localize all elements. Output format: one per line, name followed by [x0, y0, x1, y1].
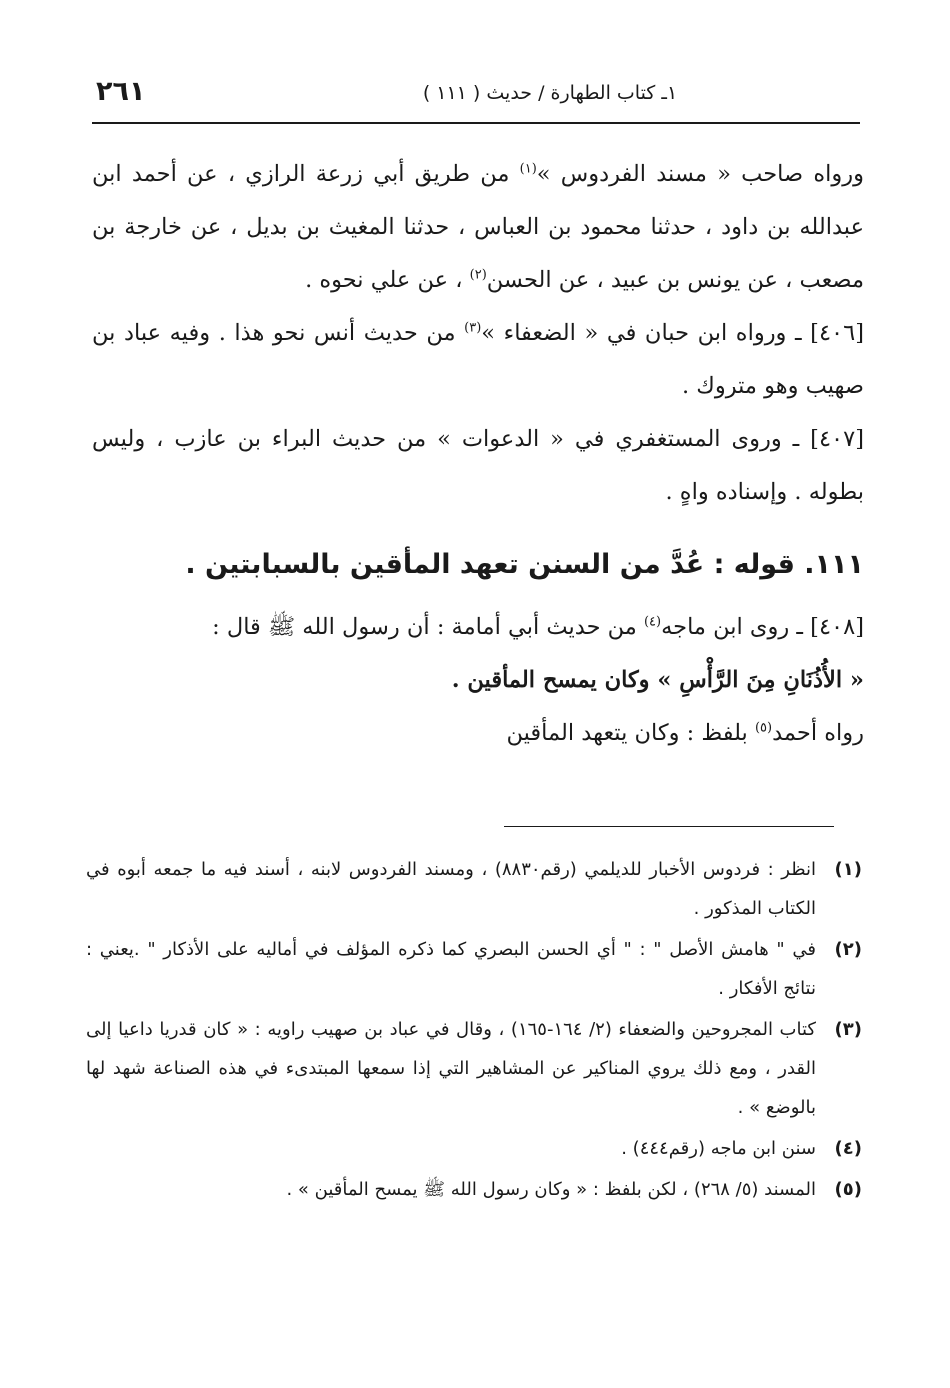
footnote-number: (١) — [834, 859, 862, 880]
text-run: ، عن علي نحوه . — [305, 267, 470, 293]
footnote-text: كتاب المجروحين والضعفاء (٢/ ١٦٤-١٦٥) ، وقال في عباد بن صهيب راويه : « كان قدريا داعيا إلى القدر ، ومع ذلك يروي المناكير عن المشاهير التي إذا سمعها المبتدىء في هذه الصناعة شهد لها بالوضع » . — [86, 1019, 816, 1118]
paragraph-1 — [92, 148, 864, 307]
text-run: رواه أحمد — [772, 720, 864, 746]
footnote-text: في " هامش الأصل " : " أي الحسن البصري كما ذكره المؤلف في أماليه على الأذكار " .يعني : نتائج الأفكار . — [86, 939, 816, 999]
footnote-5 — [86, 1170, 862, 1209]
text-run: ورواه صاحب « مسند الفردوس » — [536, 161, 864, 187]
chapter-title: ١ـ كتاب الطهارة / حديث ( ١١١ ) — [422, 82, 678, 104]
paragraph-408 — [92, 601, 864, 707]
footnotes — [86, 850, 862, 1211]
footnote-number: (٢) — [834, 939, 862, 960]
footnote-number: (٤) — [834, 1138, 862, 1159]
header-divider — [92, 122, 860, 124]
footnote-number: (٥) — [834, 1179, 862, 1200]
text-run: بلفظ : وكان يتعهد المأقين — [506, 720, 755, 746]
text-run: من طريق أبي زرعة الرازي ، عن أحمد ابن عبدالله بن داود ، حدثنا محمود بن العباس ، حدثنا المغيث بن بديل ، عن خارجة بن مصعب ، عن يونس بن عبيد ، عن الحسن — [92, 161, 864, 293]
paragraph-ahmad — [92, 707, 864, 760]
footnote-text: انظر : فردوس الأخبار للديلمي (رقم٨٨٣٠) ، ومسند الفردوس لابنه ، أسند فيه ما جمعه أبوه في الكتاب المذكور . — [86, 859, 816, 919]
running-header — [92, 76, 860, 120]
footnote-text: المسند (٥/ ٢٦٨) ، لكن بلفظ : « وكان رسول الله ﷺ يمسح المأقين » . — [286, 1179, 816, 1200]
section-heading: ١١١. قوله : عُدَّ من السنن تعهد المأقين بالسبابتين . — [185, 549, 864, 580]
footnote-ref[interactable]: (٤) — [643, 614, 662, 630]
footnote-number: (٣) — [834, 1019, 862, 1040]
paragraph-406 — [92, 307, 864, 413]
footnote-ref[interactable]: (١) — [519, 161, 537, 177]
footnote-1 — [86, 850, 862, 928]
footnote-divider — [504, 826, 834, 827]
page-number: ٢٦١ — [96, 76, 146, 107]
footnote-text: سنن ابن ماجه (رقم٤٤٤) . — [621, 1138, 816, 1159]
footnote-ref[interactable]: (٣) — [464, 320, 482, 336]
text-run: من حديث أنس نحو هذا . وفيه عباد بن صهيب وهو متروك . — [92, 320, 864, 399]
footnote-2 — [86, 930, 862, 1008]
hadith-quote: « الأُذُنَانِ مِنَ الرَّأْسِ » وكان يمسح المأقين . — [451, 667, 864, 693]
footnote-3 — [86, 1010, 862, 1127]
text-run: [٤٠٨] ـ روى ابن ماجه — [661, 614, 864, 640]
text-run: من حديث أبي أمامة : أن رسول الله ﷺ قال : — [212, 614, 644, 640]
footnote-ref[interactable]: (٢) — [469, 267, 487, 283]
main-text — [92, 148, 864, 760]
footnote-4 — [86, 1129, 862, 1168]
paragraph-407: [٤٠٧] ـ وروى المستغفري في « الدعوات » من حديث البراء بن عازب ، وليس بطوله . وإسناده واهٍ . — [92, 426, 864, 505]
text-run: [٤٠٦] ـ ورواه ابن حبان في « الضعفاء » — [481, 320, 865, 346]
footnote-ref[interactable]: (٥) — [754, 720, 773, 736]
